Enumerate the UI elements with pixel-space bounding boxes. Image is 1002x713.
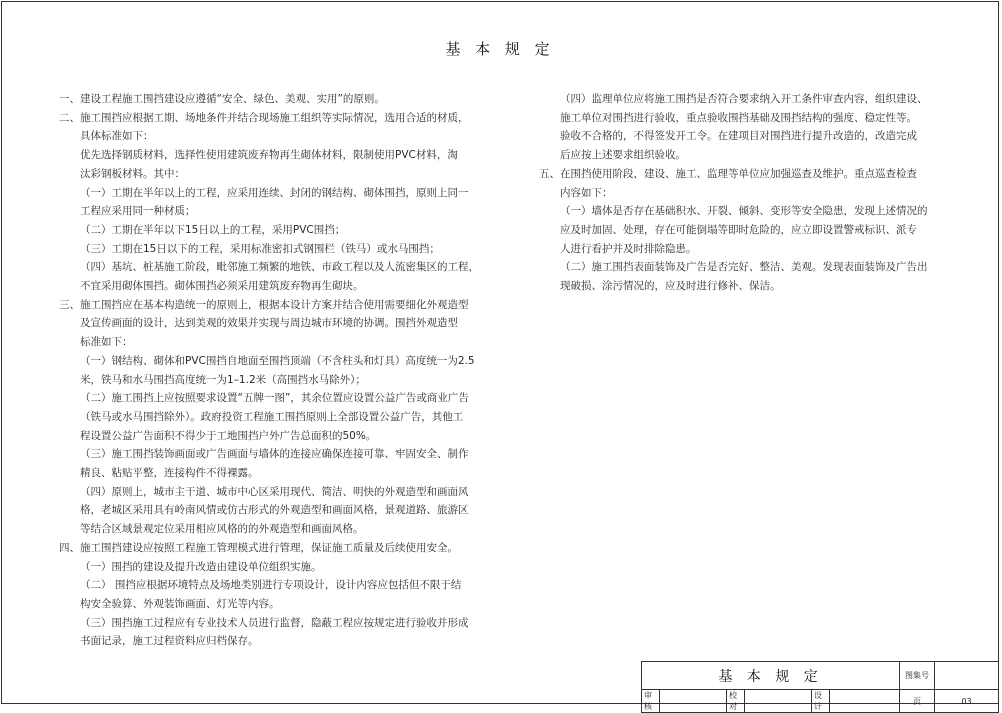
- text-line: 构安全验算、外观装饰画面、灯光等内容。: [80, 597, 280, 610]
- text-line: 米，铁马和水马围挡高度统一为1–1.2米（高围挡水马除外）；: [80, 373, 366, 386]
- text-line: （一）钢结构、砌体和PVC围挡自地面至围挡顶端（不含柱头和灯具）高度统一为2.5: [80, 354, 475, 367]
- text-line: 及宣传画面的设计，达到美观的效果并实现与周边城市环境的协调。围挡外观造型: [80, 317, 458, 330]
- text-line: （一）墙体是否存在基础积水、开裂、倾斜、变形等安全隐患，发现上述情况的: [560, 205, 928, 218]
- check-value: [745, 690, 812, 713]
- design-value: [830, 690, 900, 713]
- text-line: 汰彩钢板材料。其中：: [80, 167, 185, 180]
- page-label: 页: [900, 690, 935, 713]
- text-line: 五、在围挡使用阶段，建设、施工、监理等单位应加强巡查及维护。重点巡查检查: [539, 167, 917, 180]
- text-line: 格，老城区采用具有岭南风情或仿古形式的外观造型和画面风格，景观道路、旅游区: [80, 504, 469, 517]
- text-line: 人进行看护并及时排除隐患。: [560, 242, 697, 255]
- review-value: [660, 690, 727, 713]
- page-title: 基 本 规 定: [445, 40, 555, 58]
- design-label: 设计: [812, 690, 830, 713]
- text-line: 等结合区域景观定位采用相应风格的的外观造型和画面风格。: [80, 523, 364, 536]
- text-line: 现破损、涂污情况的，应及时进行修补、保洁。: [560, 280, 781, 293]
- right-text-column: [539, 90, 959, 296]
- text-line: （二）施工围挡上应按照要求设置“五牌一图”，其余位置应设置公益广告或商业广告: [80, 392, 469, 405]
- text-line: 标准如下：: [80, 336, 133, 349]
- text-line: 后应按上述要求组织验收。: [560, 149, 686, 162]
- text-line: （二）工期在半年以下15日以上的工程，采用PVC围挡；: [80, 223, 346, 236]
- text-line: 程设置公益广告面积不得少于工地围挡户外广告总面积的50%。: [80, 429, 377, 442]
- text-line: （三）围挡施工过程应有专业技术人员进行监督，隐蔽工程应按规定进行验收并形成: [80, 616, 469, 629]
- text-line: 三、施工围挡应在基本构造统一的原则上，根据本设计方案并结合使用需要细化外观造型: [59, 298, 469, 311]
- text-line: 不宜采用砌体围挡。砌体围挡必须采用建筑废弃物再生砌块。: [80, 280, 364, 293]
- title-block-main-title: 基 本 规 定: [642, 662, 900, 690]
- text-line: （四）监理单位应将施工围挡是否符合要求纳入开工条件审查内容，组织建设、: [560, 93, 928, 105]
- text-line: （三）工期在15日以下的工程，采用标准密扣式钢围栏（铁马）或水马围挡；: [80, 242, 440, 255]
- text-line: 内容如下：: [560, 186, 613, 199]
- text-line: 验收不合格的，不得签发开工令。在建项目对围挡进行提升改造的，改造完成: [560, 130, 917, 143]
- review-label: 审核: [642, 690, 660, 713]
- left-text-column: [59, 90, 509, 651]
- text-line: （一）围挡的建设及提升改造由建设单位组织实施。: [80, 560, 322, 573]
- text-line: （二） 围挡应根据环境特点及场地类别进行专项设计，设计内容应包括但不限于结: [80, 579, 462, 592]
- atlas-number-value: [935, 662, 999, 690]
- text-line: （铁马或水马围挡除外）。政府投资工程施工围挡原则上全部设置公益广告，其他工: [80, 410, 464, 423]
- text-line: （四）原则上，城市主干道、城市中心区采用现代、简洁、明快的外观造型和画面风: [80, 485, 469, 498]
- text-line: 工程应采用同一种材质；: [80, 205, 196, 218]
- text-line: 应及时加固、处理，存在可能倒塌等即时危险的，应立即设置警戒标识、派专: [560, 223, 917, 236]
- text-line: 二、施工围挡应根据工期、场地条件并结合现场施工组织等实际情况，选用合适的材质，: [59, 111, 469, 124]
- atlas-number-label: 图集号: [900, 662, 935, 690]
- text-line: 精良、粘贴平整，连接构件不得裸露。: [80, 467, 259, 480]
- text-line: 优先选择钢质材料，选择性使用建筑废弃物再生砌体材料，限制使用PVC材料，淘: [80, 149, 458, 162]
- text-line: （三）施工围挡装饰画面或广告画面与墙体的连接应确保连接可靠、牢固安全、制作: [80, 448, 469, 461]
- title-block: [641, 661, 999, 713]
- text-line: 一、建设工程施工围挡建设应遵循“安全、绿色、美观、实用”的原则。: [59, 93, 385, 105]
- text-line: （一）工期在半年以上的工程，应采用连续、封闭的钢结构、砌体围挡，原则上同一: [80, 186, 469, 199]
- page-number: 03: [935, 690, 999, 713]
- drawing-sheet: [1, 1, 999, 704]
- text-line: （二）施工围挡表面装饰及广告是否完好、整洁、美观。发现表面装饰及广告出: [560, 261, 928, 274]
- text-line: 具体标准如下：: [80, 130, 154, 143]
- text-line: （四）基坑、桩基施工阶段，毗邻施工频繁的地铁、市政工程以及人流密集区的工程，: [80, 261, 479, 274]
- text-line: 施工单位对围挡进行验收，重点验收围挡基础及围挡结构的强度、稳定性等。: [560, 111, 917, 124]
- text-line: 四、施工围挡建设应按照工程施工管理模式进行管理，保证施工质量及后续使用安全。: [59, 541, 458, 554]
- text-line: 书面记录，施工过程资料应归档保存。: [80, 635, 259, 648]
- check-label: 校对: [727, 690, 745, 713]
